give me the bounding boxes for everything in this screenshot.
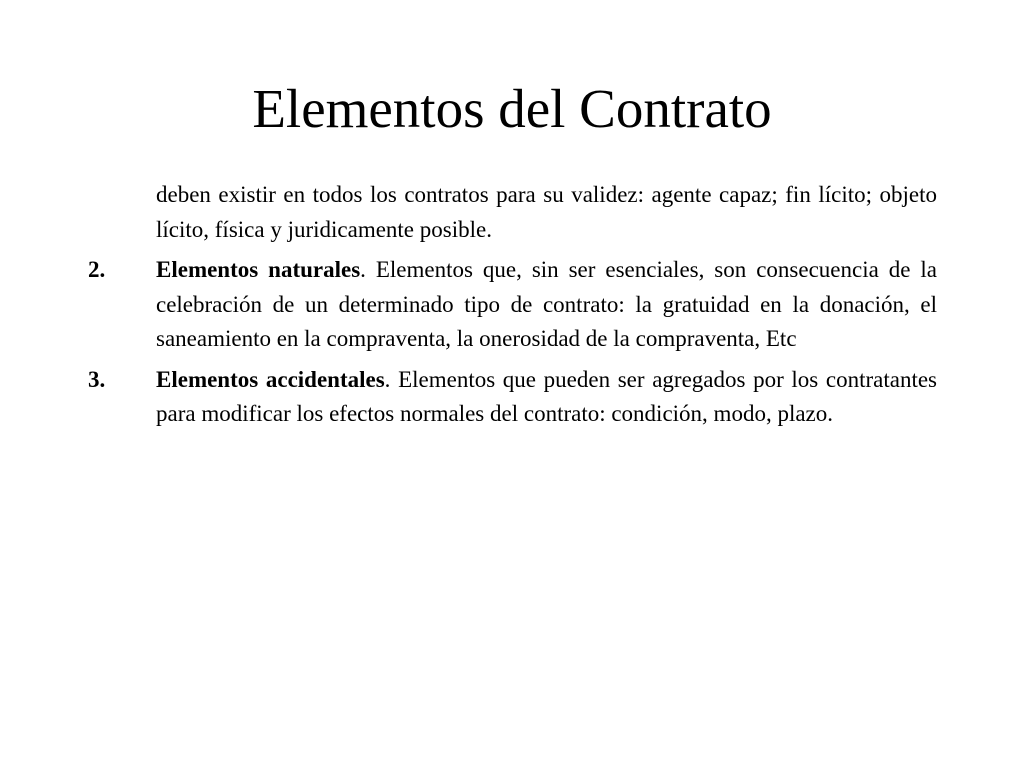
slide-title: Elementos del Contrato [252, 78, 772, 139]
item-term: Elementos accidentales [156, 366, 385, 392]
item-text: . Elementos que pueden ser agregados por los contratantes para modificar los efectos normales del contrato: condición, modo, plazo. [156, 366, 937, 426]
item-term: Elementos naturales [156, 257, 361, 282]
continuation-text: deben existir en todos los contratos para su validez: agente capaz; fin lícito; objeto lícito, física y juridicamente posible. [156, 182, 937, 242]
list-item [88, 253, 937, 357]
item-number: 3. [88, 366, 106, 392]
item-text: . Elementos que, sin ser esenciales, son consecuencia de la celebración de un determinado tipo de contrato: la gratuidad en la donación, el saneamiento en la compraventa, la onerosidad de la compraventa, Etc [156, 257, 938, 351]
item-number: 2. [88, 257, 106, 282]
list-item [88, 363, 937, 432]
slide-body [88, 178, 937, 438]
continuation-paragraph [88, 178, 937, 247]
